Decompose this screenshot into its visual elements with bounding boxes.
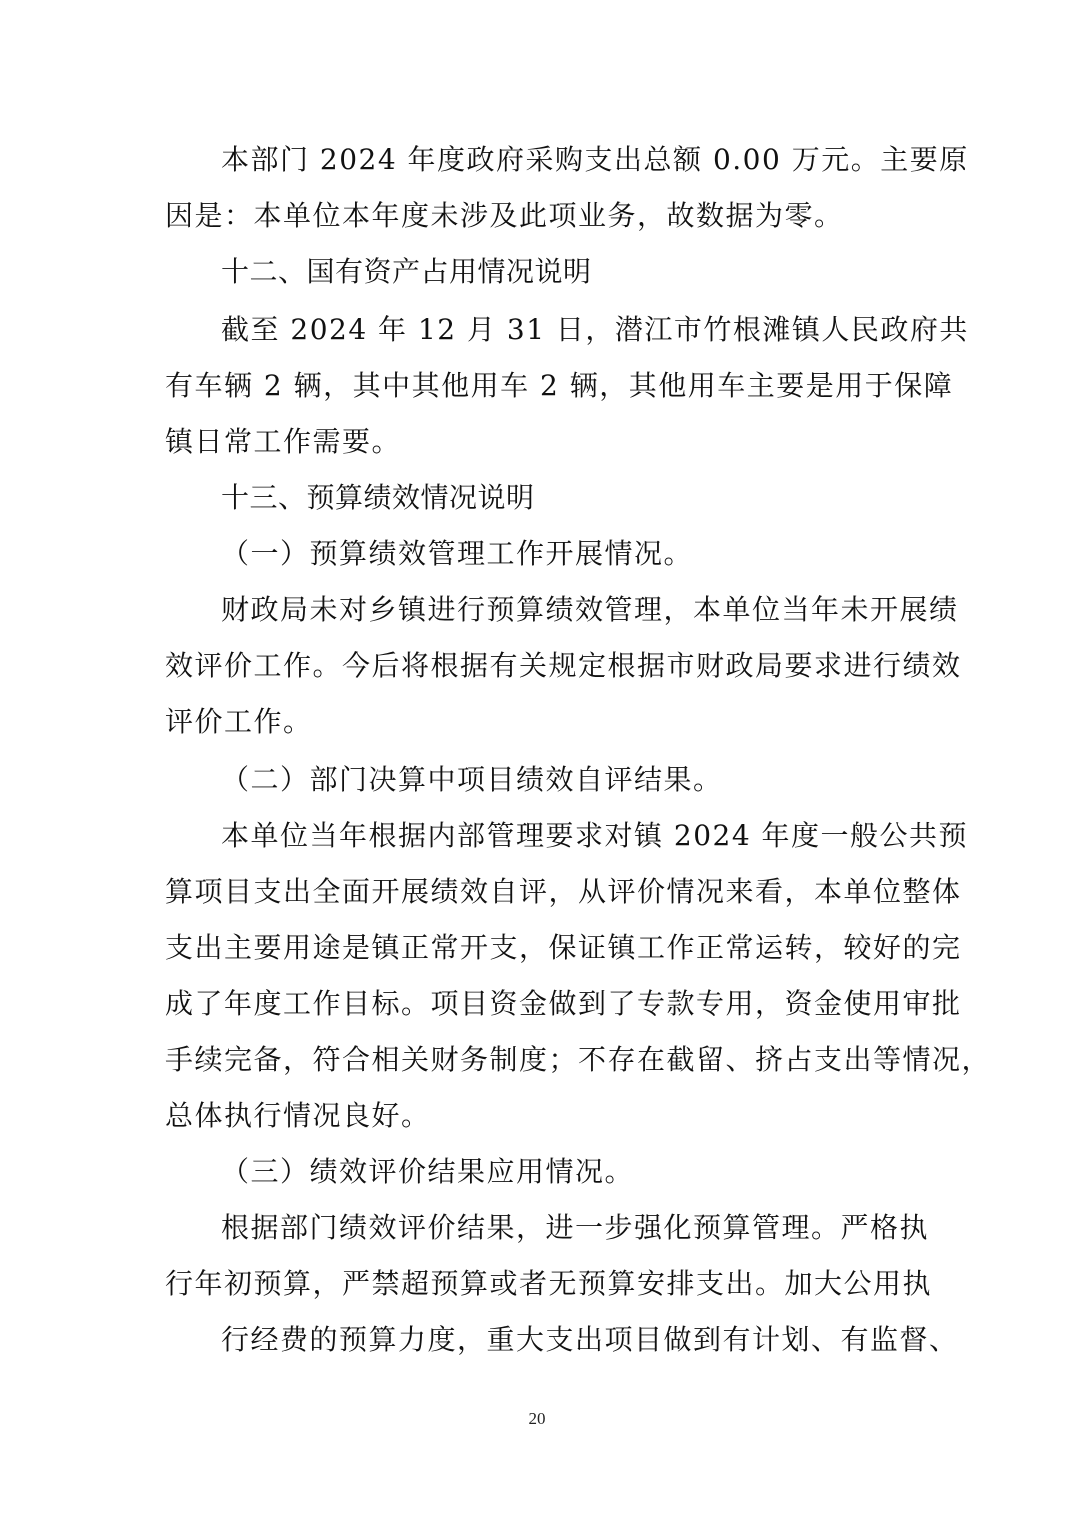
body-line: 成了年度工作目标。项目资金做到了专款专用，资金使用审批 [165,987,962,1020]
subsection-heading: （二）部门决算中项目绩效自评结果。 [221,763,723,796]
body-line: 手续完备，符合相关财务制度；不存在截留、挤占支出等情况， [165,1043,992,1076]
body-line: 财政局未对乡镇进行预算绩效管理，本单位当年未开展绩 [221,593,959,626]
page-number: 20 [528,1409,546,1428]
body-line: 总体执行情况良好。 [165,1099,431,1132]
body-line: 行年初预算，严禁超预算或者无预算安排支出。加大公用执 [165,1267,933,1300]
section-heading: 十二、国有资产占用情况说明 [221,255,592,288]
body-line: 截至 2024 年 12 月 31 日，潜江市竹根滩镇人民政府共 [221,313,969,346]
body-line: 本部门 2024 年度政府采购支出总额 0.00 万元。主要原 [221,143,969,176]
section-heading: 十三、预算绩效情况说明 [221,481,535,514]
body-line: 本单位当年根据内部管理要求对镇 2024 年度一般公共预 [221,819,969,852]
body-line: 效评价工作。今后将根据有关规定根据市财政局要求进行绩效 [165,649,962,682]
body-line: 有车辆 2 辆，其中其他用车 2 辆，其他用车主要是用于保障 [165,369,954,402]
body-line: 评价工作。 [165,705,313,738]
body-line: 算项目支出全面开展绩效自评，从评价情况来看，本单位整体 [165,875,962,908]
body-line: 因是：本单位本年度未涉及此项业务，故数据为零。 [165,199,844,232]
subsection-heading: （一）预算绩效管理工作开展情况。 [221,537,694,570]
body-line: 根据部门绩效评价结果，进一步强化预算管理。严格执 [221,1211,930,1244]
subsection-heading: （三）绩效评价结果应用情况。 [221,1155,635,1188]
body-line: 支出主要用途是镇正常开支，保证镇工作正常运转，较好的完 [165,931,962,964]
body-line: 镇日常工作需要。 [165,425,402,458]
body-line: 行经费的预算力度，重大支出项目做到有计划、有监督、 [221,1323,959,1356]
